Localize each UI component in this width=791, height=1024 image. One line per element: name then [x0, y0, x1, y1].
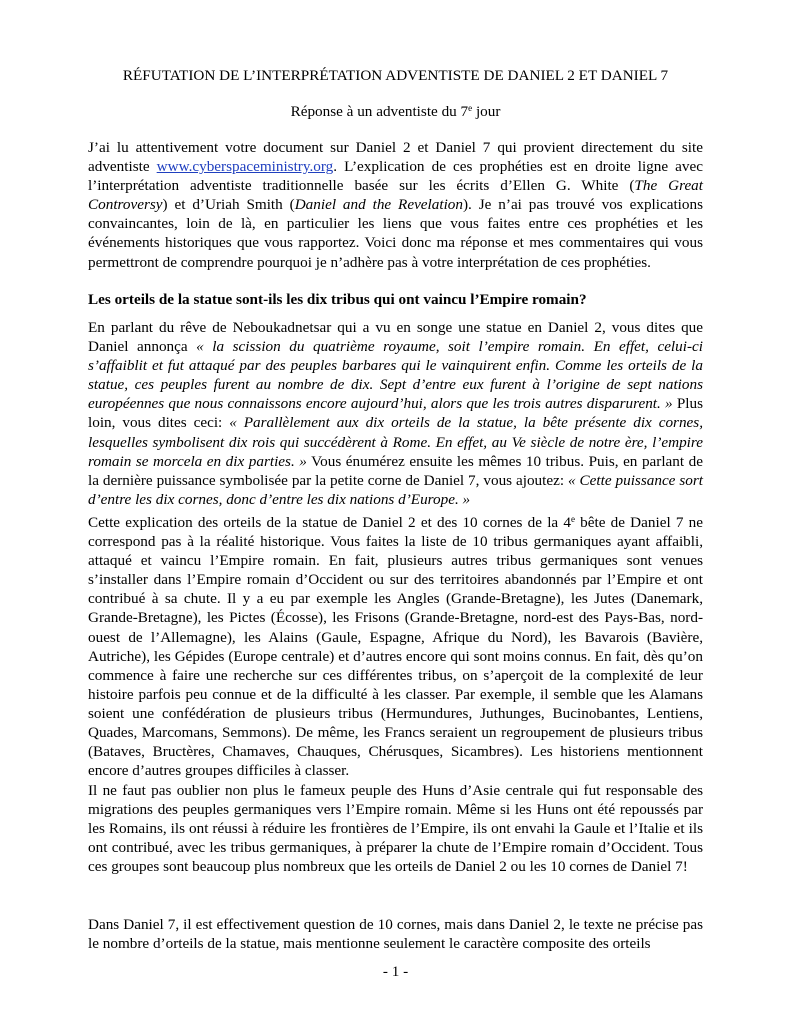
section-heading: Les orteils de la statue sont-ils les dix tribus qui ont vaincu l’Empire romain? [88, 291, 587, 308]
subtitle-prefix: Réponse à un adventiste du 7 [290, 103, 469, 120]
subtitle-suffix: jour [472, 103, 501, 120]
intro-text-1: J’ai lu attentivement votre document sur Daniel 2 et Daniel 7 qui provient directement du site adventiste [88, 139, 703, 176]
tribes-paragraph [88, 513, 703, 780]
book-title-daniel-revelation: Daniel and the Revelation [294, 196, 463, 214]
quotes-text-2: Plus loin, vous dites ceci: [88, 395, 704, 432]
document-subtitle [88, 102, 703, 121]
quotes-paragraph [88, 318, 703, 509]
book-title-great-controversy: The Great Controversy [88, 177, 703, 214]
subtitle-superscript: e [468, 103, 473, 113]
tribes-superscript: e [570, 514, 575, 524]
daniel-paragraph: Dans Daniel 7, il est effectivement question de 10 cornes, mais dans Daniel 2, le texte ne précise pas le nombre d’orteils de la statue, mais mentionne seulement le caractère composite des orteils [88, 916, 703, 953]
website-link[interactable]: www.cyberspaceministry.org [156, 158, 334, 176]
intro-text-3: ) et d’Uriah Smith ( [162, 196, 295, 214]
huns-paragraph: Il ne faut pas oublier non plus le fameux peuple des Huns d’Asie centrale qui fut responsable des migrations des peuples germaniques vers l’Empire romain. Même si les Huns ont été repoussés par les Romains, ils ont réussi à réduire les frontières de l’Empire, ils ont envahi la Gaule et l’Italie et ils ont contribué, avec les tribus germaniques, à préparer la chute de l’Empire romain d’Occident. Tous ces groupes sont beaucoup plus nombreux que les orteils de Daniel 2 ou les 10 cornes de Daniel 7! [88, 782, 703, 876]
page-number: - 1 - [382, 963, 409, 980]
tribes-text-1: Cette explication des orteils de la statue de Daniel 2 et des 10 cornes de la 4 [88, 514, 571, 531]
quote-3: « Cette puissance sort d’entre les dix cornes, donc d’entre les dix nations d’Europe. » [88, 471, 703, 508]
quote-1: « la scission du quatrième royaume, soit l’empire romain. En effet, celui-ci s’affaiblit et fut attaqué par des peuples barbares qui le vainquirent enfin. Comme les orteils de la statue, ces peuples furent au nombre de dix. Sept d’entre eux furent à l’origine de sept nations européennes que nous connaissons encore aujourd’hui, alors que les trois autres disparurent. » [88, 338, 703, 413]
intro-text-4: ). Je n’ai pas trouvé vos explications convaincantes, loin de là, en particulier les liens que vous faites entre ces prophéties et les événements historiques que vous rapportez. Voici donc ma réponse et mes commentaires qui vous permettront de comprendre pourquoi je n’adhère pas à votre interprétation de ces prophéties. [88, 196, 703, 271]
quote-2: « Parallèlement aux dix orteils de la statue, la bête présente dix cornes, lesquelles symbolisent dix rois qui succédèrent à Rome. En effet, au Ve siècle de notre ère, l’empire romain se morcela en dix parties. » [88, 414, 703, 470]
tribes-text-2: bête de Daniel 7 ne correspond pas à la réalité historique. Vous faites la liste de 10 tribus germaniques ayant affaibli, attaqué et vaincu l’Empire romain. En fait, plusieurs autres tribus germaniques sont venues s’installer dans l’Empire romain d’Occident ou sur des territoires abandonnés par l’Empire et ont contribué à sa chute. Il y a eu par exemple les Angles (Grande-Bretagne), les Jutes (Danemark, Grande-Bretagne), les Pictes (Écosse), les Frisons (Grande-Bretagne, nord-est des Pays-Bas, nord-ouest de l’Allemagne), les Alains (Gaule, Espagne, Afrique du Nord), les Bavarois (Bavière, Autriche), les Gépides (Europe centrale) et d’autres encore qui sont moins connus. En fait, dès qu’on commence à faire une recherche sur ces différentes tribus, on s’aperçoit de la complexité de leur histoire parfois peu connue et de la difficulté à les classer. Par exemple, il semble que les Alamans soient une confédération de plusieurs tribus (Hermundures, Juthunges, Bucinobantes, Lentiens, Quades, Marcomans, Semmons). De même, les Francs seraient un regroupement de plusieurs tribus (Bataves, Bructères, Chamaves, Chauques, Chérusques, Sicambres). Les historiens mentionnent encore d’autres groupes difficiles à classer. [88, 514, 703, 780]
document-title: RÉFUTATION DE L’INTERPRÉTATION ADVENTISTE DE DANIEL 2 ET DANIEL 7 [122, 67, 669, 84]
quotes-text-3: Vous énumérez ensuite les mêmes 10 tribus. Puis, en parlant de la dernière puissance symbolisée par la petite corne de Daniel 7, vous ajoutez: [88, 452, 703, 489]
quotes-text-1: En parlant du rêve de Neboukadnetsar qui a vu en songe une statue en Daniel 2, vous dites que Daniel annonça [88, 319, 703, 356]
intro-paragraph [88, 138, 703, 272]
intro-text-2: . L’explication de ces prophéties est en droite ligne avec l’interprétation adventiste traditionnelle basée sur les écrits d’Ellen G. White ( [88, 158, 703, 195]
